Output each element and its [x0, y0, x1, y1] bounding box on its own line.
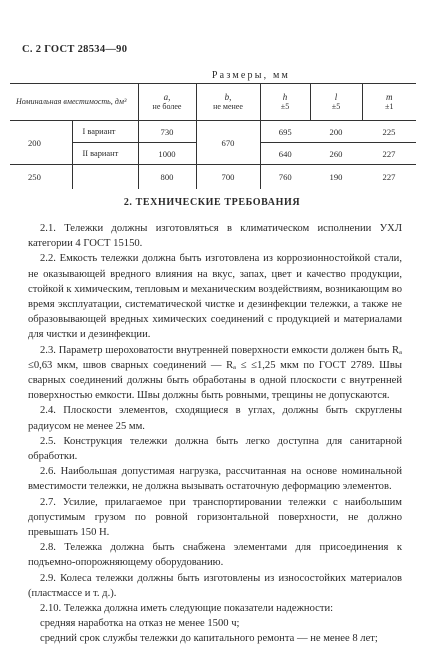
header-b-note: не менее: [213, 102, 243, 111]
header-l: [310, 84, 362, 121]
cell-variant: I вариант: [72, 121, 138, 143]
dimensions-table: [10, 83, 416, 189]
header-h: [260, 84, 310, 121]
cell-m: 227: [362, 165, 416, 189]
paragraph-2-3: 2.3. Параметр шероховатости внутренней поверхности емкости должен быть Rₐ ≤0,63 мкм, швов сварных соединений — Rₐ ≤ ≤1,25 мкм по ГОСТ 2789. Швы сварных соединений должны быть обработаны в одной плоскости с внутренней поверхностью емкости. Швы должны быть ровными, трещины не допускаются.: [28, 344, 402, 402]
paragraph-2-6: 2.6. Наибольшая допустимая нагрузка, рассчитанная на основе номинальной вместимости тележки, не должна вызывать остаточную деформацию элементов.: [28, 466, 402, 493]
reliability-item-service-life: средний срок службы тележки до капитального ремонта — не менее 8 лет;: [40, 633, 378, 645]
requirements-text: [28, 221, 402, 647]
cell-volume: 250: [10, 165, 72, 189]
header-m-symbol: m: [386, 92, 393, 102]
cell-l: 260: [329, 148, 343, 159]
table-caption: Размеры, мм: [211, 70, 291, 81]
paragraph-2-1: 2.1. Тележки должны изготовляться в климатическом исполнении УХЛ категории 4 ГОСТ 15150.: [28, 223, 402, 250]
header-volume: Номинальная вместимость, дм³: [10, 84, 138, 121]
paragraph-2-2: 2.2. Емкость тележки должна быть изготовлена из коррозионностойкой стали, не оказывающей вредного влияния на вкус, запах, цвет и качество продукции, стойкой к химическим, тепловым и механическим воздействиям, возникающим во время эксплуатации, систематической чистке и дезинфекции тележки, а также не образовывающей вредных химических соединений с продукцией и материалами для чистки и дезинфекции.: [28, 253, 402, 341]
cell-variant: II вариант: [72, 143, 138, 165]
header-m: [362, 84, 416, 121]
header-h-tol: ±5: [280, 102, 290, 111]
cell-b: 700: [196, 165, 260, 189]
cell-b: 670: [196, 121, 260, 165]
header-a: [138, 84, 196, 121]
cell-l: 190: [310, 165, 362, 189]
cell-h: 695: [260, 121, 310, 143]
cell-variant-empty: [72, 165, 138, 189]
header-l-symbol: l: [334, 92, 338, 102]
paragraph-2-5: 2.5. Конструкция тележки должна быть легко доступна для санитарной обработки.: [28, 435, 402, 463]
header-h-symbol: h: [282, 92, 288, 102]
paragraph-2-7: 2.7. Усилие, прилагаемое при транспортировании тележки с наибольшим допустимым грузом по ровной горизонтальной поверхности, не должно превышать 150 Н.: [28, 496, 402, 539]
cell-h: 760: [260, 165, 310, 189]
header-a-note: не более: [152, 102, 182, 111]
table-row: [10, 121, 416, 143]
paragraph-2-8: 2.8. Тележка должна быть снабжена элементами для присоединения к подъемно-опорожняющему оборудованию.: [28, 542, 402, 569]
header-a-symbol: a,: [163, 92, 171, 102]
cell-a: 800: [138, 165, 196, 189]
table-row: [10, 165, 416, 189]
cell-a: 730: [138, 121, 196, 143]
paragraph-2-9: 2.9. Колеса тележки должны быть изготовлены из износостойких материалов (пластмассе и т. д.).: [28, 572, 402, 599]
cell-m: 227: [382, 148, 396, 159]
header-l-tol: ±5: [331, 102, 341, 111]
reliability-item-mtbf: средняя наработка на отказ не менее 1500 ч;: [40, 618, 240, 630]
header-m-tol: ±1: [385, 102, 394, 111]
section-title: 2. ТЕХНИЧЕСКИЕ ТРЕБОВАНИЯ: [123, 197, 301, 208]
cell-m: 225: [362, 121, 416, 143]
header-b: [196, 84, 260, 121]
paragraph-2-4: 2.4. Плоскости элементов, сходящиеся в углах, должны быть скруглены радиусом не менее 25 мм.: [28, 405, 402, 432]
page-header: С. 2 ГОСТ 28534—90: [22, 44, 128, 55]
paragraph-2-10: 2.10. Тележка должна иметь следующие показатели надежности:: [40, 603, 334, 615]
table-header-row: [10, 84, 416, 121]
cell-h: 640: [260, 143, 310, 165]
header-b-symbol: b,: [224, 92, 232, 102]
cell-a: 1000: [158, 148, 176, 159]
cell-l: 200: [310, 121, 362, 143]
cell-volume: 200: [28, 137, 41, 148]
